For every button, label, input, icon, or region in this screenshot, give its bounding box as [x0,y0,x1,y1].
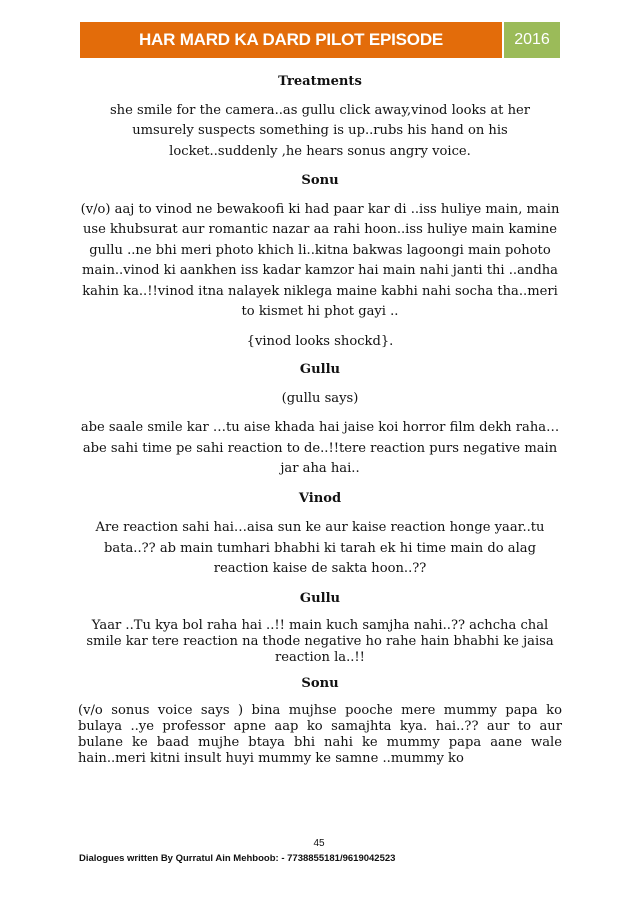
speaker-name: Gullu [299,362,341,377]
dialogue-text: Yaar ..Tu kya bol raha hai ..!! main kuch samjha nahi..?? achcha chal smile kar tere reaction na thode negative ho rahe hain bhabhi ke jaisa reaction la..!! [86,618,554,665]
episode-year: 2016 [504,22,560,58]
speaker-name: Gullu [299,590,341,606]
episode-title: HAR MARD KA DARD PILOT EPISODE [80,22,502,58]
dialogue-text: (v/o) aaj to vinod ne bewakoofi ki had paar kar di ..iss huliye main, main use khubsurat aur romantic nazar aa rahi hoon..iss huliye main kamine gullu ..ne bhi meri photo khich li..kitna bakwas lagoongi main pohoto main..vinod ki aankhen iss kadar kamzor hai main nahi janti thi ..andha kahin ka..!!vinod itna nalayek niklega maine kabhi nahi socha tha..meri to kismet hi phot gayi .. [80,201,560,319]
action-text: {vinod looks shockd}. [246,333,394,349]
dialogue-text: Are reaction sahi hai…aisa sun ke aur kaise reaction honge yaar..tu bata..?? ab main tumhari bhabhi ki tarah ek hi time main do alag reaction kaise de sakta hoon..?? [95,520,545,576]
script-body [78,72,562,767]
parenthetical: (gullu says) [281,390,359,406]
dialogue-text: (v/o sonus voice says ) bina mujhse pooche mere mummy papa ko bulaya ..ye professor apne aap ko samajhta kya. hai..?? aur to aur bulane ke baad mujhe btaya bhi nahi ke mummy papa aane wale hain..meri kitni insult huyi mummy ke samne ..mummy ko [78,702,562,766]
speaker-name: Vinod [298,490,342,506]
section-heading: Treatments [278,74,362,89]
speaker-name: Sonu [301,676,339,691]
page-number: 45 [313,838,325,849]
action-text: she smile for the camera..as gullu click away,vinod looks at her umsurely suspects something is up..rubs his hand on his locket..suddenly ,he hears sonus angry voice. [109,102,531,159]
page-header [80,22,560,58]
dialogue-text: abe saale smile kar …tu aise khada hai jaise koi horror film dekh raha…abe sahi time pe sahi reaction to de..!!tere reaction purs negative main jar aha hai.. [80,420,560,476]
footer-credit: Dialogues written By Qurratul Ain Mehboob: - 7738855181/9619042523 [79,853,396,864]
speaker-name: Sonu [301,173,339,188]
